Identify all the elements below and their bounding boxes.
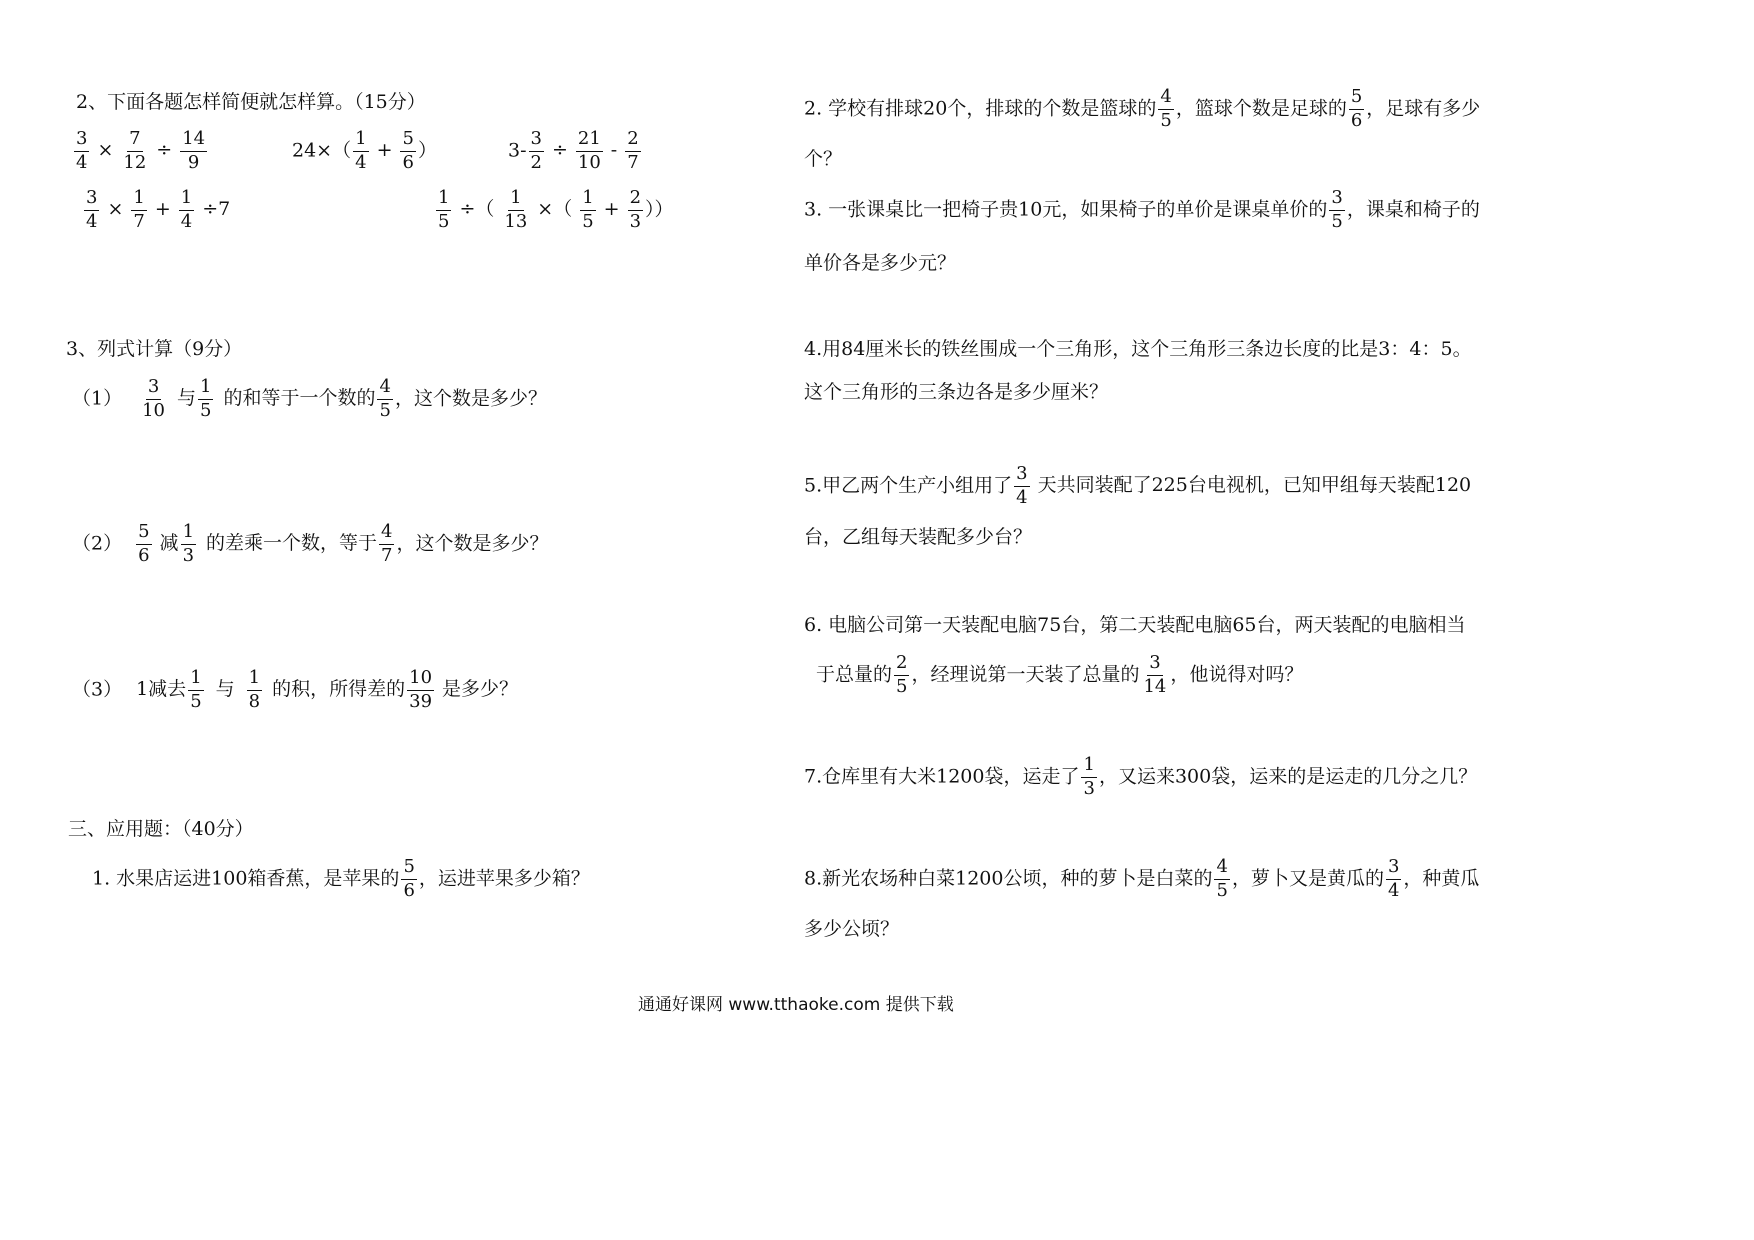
fraction: $\frac{2}{3}$ [629, 187, 642, 232]
question-3: （3） 1减去 $\frac{1}{5}$ 与 $\frac{1}{8}$ 的积，所得差的 $\frac{10}{39}$ 是多少？ [72, 667, 519, 712]
fraction: $\frac{1}{13}$ [504, 187, 528, 232]
fraction: $\frac{1}{3}$ [1083, 754, 1095, 799]
fraction: $\frac{3}{5}$ [1331, 187, 1343, 232]
fraction: $\frac{3}{4}$ [1387, 856, 1400, 901]
expr-1: $\frac{3}{4}$ × $\frac{7}{12}$ ÷ $\frac{14}{9}$ [76, 128, 206, 173]
fraction: $\frac{2}{7}$ [627, 128, 639, 173]
section-app-title: 三、应用题：（40分） [68, 818, 254, 840]
expr-3: 3- $\frac{3}{2}$ ÷ $\frac{21}{10}$ - $\frac{2}{7}$ [508, 128, 639, 173]
fraction: $\frac{2}{5}$ [896, 652, 908, 697]
app-question-1: 1. 水果店运进100箱香蕉，是苹果的 $\frac{5}{6}$ ，运进苹果多少箱？ [92, 856, 590, 901]
question-1: （1） $\frac{3}{10}$ 与 $\frac{1}{5}$ 的和等于一个数的 $\frac{4}{5}$ ，这个数是多少？ [72, 376, 547, 421]
question-2: （2） $\frac{5}{6}$ 减 $\frac{1}{3}$ 的差乘一个数，等于 $\frac{4}{7}$ ，这个数是多少？ [72, 521, 549, 566]
fraction: $\frac{1}{5}$ [200, 376, 212, 421]
fraction: $\frac{5}{6}$ [1350, 86, 1363, 131]
fraction: $\frac{1}{4}$ [180, 187, 193, 232]
fraction: $\frac{10}{39}$ [409, 667, 433, 712]
fraction: $\frac{5}{6}$ [403, 856, 415, 901]
fraction: $\frac{1}{5}$ [190, 667, 202, 712]
fraction: $\frac{1}{7}$ [133, 187, 145, 232]
fraction: $\frac{1}{5}$ [438, 187, 450, 232]
section-2-title: 2、下面各题怎样简便就怎样算。（15分） [76, 91, 426, 113]
fraction: $\frac{14}{9}$ [182, 128, 206, 173]
app-question-4-line2: 这个三角形的三条边各是多少厘米？ [804, 381, 1109, 403]
app-question-6-line2: 于总量的 $\frac{2}{5}$ ，经理说第一天装了总量的 $\frac{3}{14}$ ，他说得对吗？ [816, 652, 1304, 697]
fraction: $\frac{1}{8}$ [248, 667, 261, 712]
fraction: $\frac{1}{5}$ [582, 187, 594, 232]
expr-5: $\frac{1}{5}$ ÷（ $\frac{1}{13}$ ×（ $\frac{1}{5}$ + $\frac{2}{3}$ ）） [438, 187, 674, 232]
app-question-8-line2: 多少公顷？ [804, 918, 900, 940]
fraction: $\frac{1}{3}$ [182, 521, 195, 566]
app-question-3: 3. 一张课桌比一把椅子贵10元，如果椅子的单价是课桌单价的 $\frac{3}{5}$ ，课桌和椅子的 [804, 187, 1480, 232]
fraction: $\frac{4}{5}$ [1216, 856, 1228, 901]
fraction: $\frac{4}{7}$ [381, 521, 393, 566]
app-question-5-line2: 台，乙组每天装配多少台？ [804, 526, 1033, 548]
app-question-8: 8.新光农场种白菜1200公顷，种的萝卜是白菜的 $\frac{4}{5}$ ，萝卜又是黄瓜的 $\frac{3}{4}$ ，种黄瓜 [804, 856, 1480, 901]
section-3-title: 3、列式计算（9分） [66, 338, 243, 360]
expr-4: $\frac{3}{4}$ × $\frac{1}{7}$ + $\frac{1}{4}$ ÷7 [86, 187, 231, 232]
app-question-7: 7.仓库里有大米1200袋，运走了 $\frac{1}{3}$ ，又运来300袋，运来的是运走的几分之几？ [804, 754, 1478, 799]
fraction: $\frac{3}{4}$ [76, 128, 88, 173]
app-question-3-line2: 单价各是多少元？ [804, 252, 957, 274]
app-question-4: 4.用84厘米长的铁丝围成一个三角形，这个三角形三条边长度的比是3：4：5。 [804, 338, 1472, 360]
fraction: $\frac{3}{10}$ [142, 376, 165, 421]
app-question-5: 5.甲乙两个生产小组用了 $\frac{3}{4}$ 天共同装配了225台电视机，已知甲组每天装配120 [804, 463, 1472, 508]
app-question-2-line2: 个？ [804, 148, 843, 170]
app-question-6: 6. 电脑公司第一天装配电脑75台，第二天装配电脑65台，两天装配的电脑相当 [804, 614, 1466, 636]
expr-2: 24×（ $\frac{1}{4}$ + $\frac{5}{6}$ ） [292, 128, 437, 173]
fraction: $\frac{3}{14}$ [1143, 652, 1167, 697]
fraction: $\frac{4}{5}$ [1160, 86, 1172, 131]
fraction: $\frac{3}{4}$ [86, 187, 98, 232]
fraction: $\frac{3}{4}$ [1016, 463, 1028, 508]
app-question-2: 2. 学校有排球20个，排球的个数是篮球的 $\frac{4}{5}$ ，篮球个数是足球的 $\frac{5}{6}$ ，足球有多少 [804, 86, 1481, 131]
fraction: $\frac{4}{5}$ [379, 376, 391, 421]
fraction: $\frac{1}{4}$ [355, 128, 367, 173]
fraction: $\frac{21}{10}$ [577, 128, 601, 173]
footer-credit: 通通好课网 www.tthaoke.com 提供下载 [638, 995, 954, 1015]
fraction: $\frac{7}{12}$ [123, 128, 147, 173]
fraction: $\frac{5}{6}$ [402, 128, 414, 173]
fraction: $\frac{5}{6}$ [138, 521, 150, 566]
fraction: $\frac{3}{2}$ [530, 128, 542, 173]
